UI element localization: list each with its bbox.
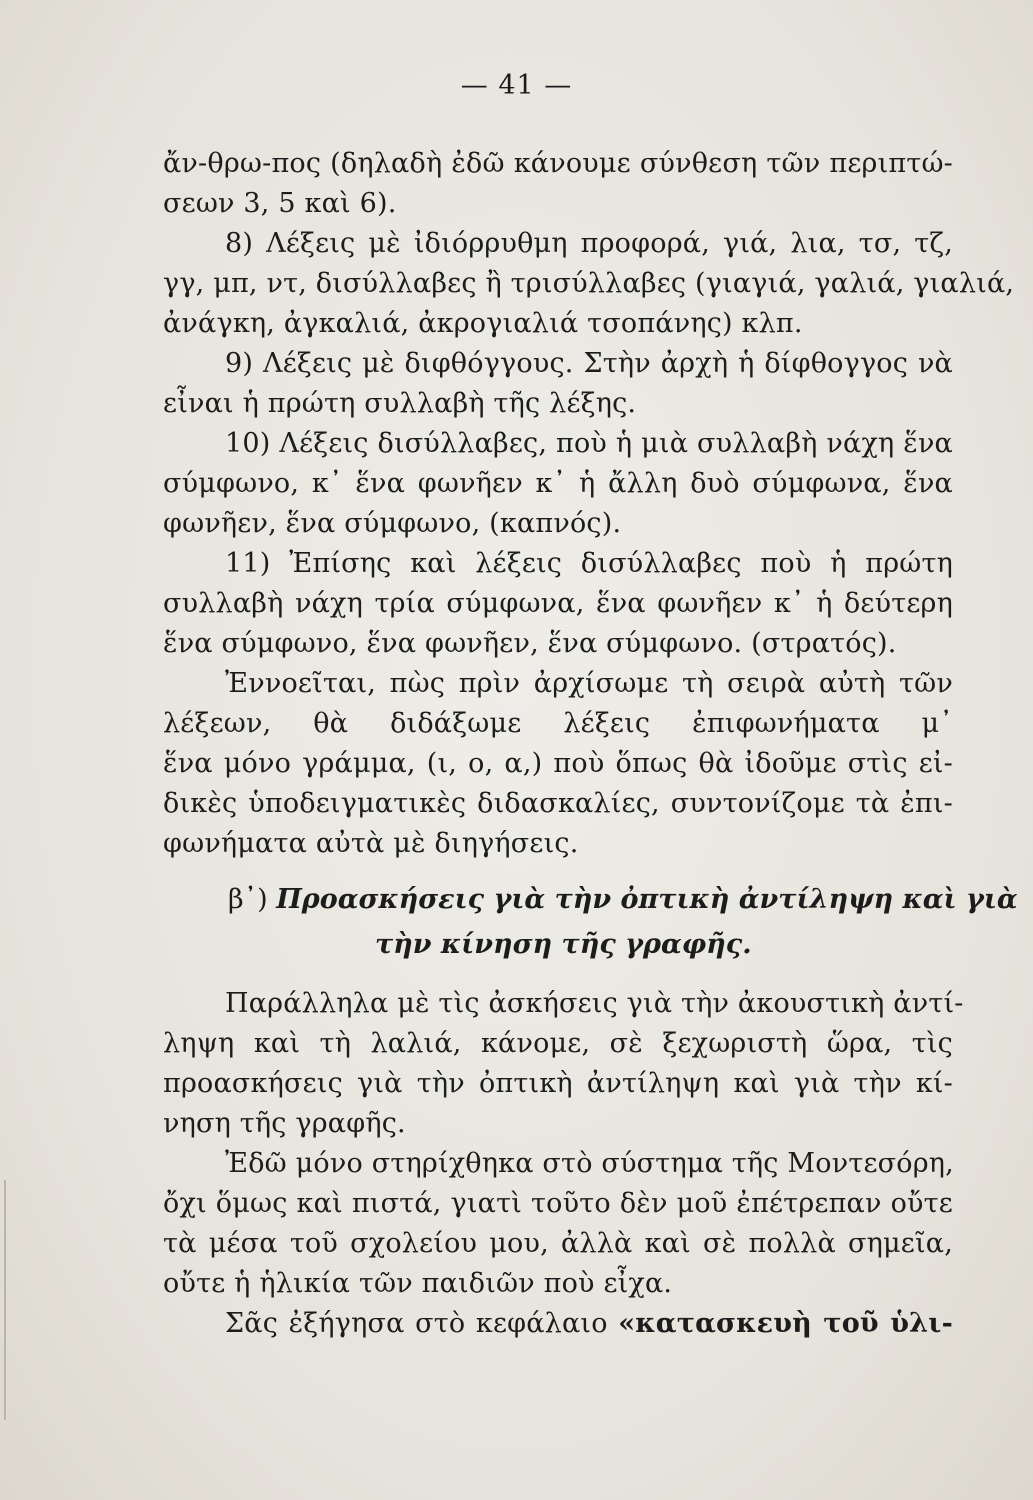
text-line: ἄν-θρω-πος (δηλαδὴ ἐδῶ κάνουμε σύνθεση τῶν περιπτώ-: [163, 148, 953, 179]
text-line-last: [225, 1307, 953, 1341]
text-line: φωνήματα αὐτὰ μὲ διηγήσεις.: [163, 828, 579, 859]
section-number: β᾿): [228, 884, 268, 915]
page-number: — 41 —: [460, 70, 573, 101]
text-line: προασκήσεις γιὰ τὴν ὀπτικὴ ἀντίληψη καὶ γιὰ τὴν κί-: [163, 1068, 953, 1099]
text-run: Σᾶς ἐξήγησα στὸ κεφάλαιο: [225, 1308, 608, 1339]
page-edge-mark: [4, 1180, 6, 1420]
text-line: δικὲς ὑποδειγματικὲς διδασκαλίες, συντονίζομε τὰ ἐπι-: [163, 788, 953, 819]
text-line: οὔτε ἡ ἡλικία τῶν παιδιῶν ποὺ εἶχα.: [163, 1268, 673, 1299]
text-line: σύμφωνο, κ᾿ ἕνα φωνῆεν κ᾿ ἡ ἄλλη δυὸ σύμφωνα, ἕνα: [163, 468, 953, 499]
text-line: ἀνάγκη, ἀγκαλιά, ἀκρογιαλιά τσοπάνης) κλπ.: [163, 308, 803, 339]
section-heading-cont: [375, 928, 752, 962]
text-line: 10) Λέξεις δισύλλαβες, ποὺ ἡ μιὰ συλλαβὴ νάχη ἕνα: [225, 428, 953, 459]
text-line: φωνῆεν, ἕνα σύμφωνο, (καπνός).: [163, 508, 622, 539]
text-line: τὰ μέσα τοῦ σχολείου μου, ἀλλὰ καὶ σὲ πολλὰ σημεῖα,: [163, 1228, 953, 1259]
section-heading: [228, 883, 1018, 917]
text-line: ὄχι ὅμως καὶ πιστά, γιατὶ τοῦτο δὲν μοῦ ἐπέτρεπαν οὔτε: [163, 1188, 953, 1219]
text-line: εἶναι ἡ πρώτη συλλαβὴ τῆς λέξης.: [163, 388, 637, 419]
text-line: 8) Λέξεις μὲ ἰδιόρρυθμη προφορά, γιά, λια, τσ, τζ,: [225, 228, 953, 259]
text-line: ἕνα σύμφωνο, ἕνα φωνῆεν, ἕνα σύμφωνο. (στρατός).: [163, 628, 897, 659]
text-line: νηση τῆς γραφῆς.: [163, 1108, 406, 1139]
text-line: λέξεων, θὰ διδάξωμε λέξεις ἐπιφωνήματα μ᾿: [163, 708, 953, 739]
text-line: 9) Λέξεις μὲ διφθόγγους. Στὴν ἀρχὴ ἡ δίφθογγος νὰ: [225, 348, 953, 379]
text-line: Ἐδῶ μόνο στηρίχθηκα στὸ σύστημα τῆς Μοντεσόρη,: [225, 1148, 954, 1179]
text-line: Παράλληλα μὲ τὶς ἀσκήσεις γιὰ τὴν ἀκουστικὴ ἀντί-: [225, 988, 964, 1019]
text-run-bold: «κατασκευὴ τοῦ ὑλι-: [618, 1308, 953, 1339]
text-line: Ἐννοεῖται, πὼς πρὶν ἀρχίσωμε τὴ σειρὰ αὐτὴ τῶν: [225, 668, 953, 699]
section-title-line1: Προασκήσεις γιὰ τὴν ὀπτικὴ ἀντίληψη καὶ γιὰ: [276, 884, 1018, 915]
text-line: 11) Ἐπίσης καὶ λέξεις δισύλλαβες ποὺ ἡ πρώτη: [225, 548, 953, 579]
text-line: σεων 3, 5 καὶ 6).: [163, 188, 397, 219]
text-line: ἕνα μόνο γράμμα, (ι, ο, α,) ποὺ ὅπως θὰ ἰδοῦμε στὶς εἰ-: [163, 748, 953, 779]
text-line: γγ, μπ, ντ, δισύλλαβες ἢ τρισύλλαβες (γιαγιά, γαλιά, γιαλιά,: [163, 268, 1015, 299]
text-line: ληψη καὶ τὴ λαλιά, κάνομε, σὲ ξεχωριστὴ ὥρα, τὶς: [163, 1028, 953, 1059]
text-line: συλλαβὴ νάχη τρία σύμφωνα, ἕνα φωνῆεν κ᾿ ἡ δεύτερη: [163, 588, 953, 619]
section-title-line2: τὴν κίνηση τῆς γραφῆς.: [375, 929, 752, 960]
